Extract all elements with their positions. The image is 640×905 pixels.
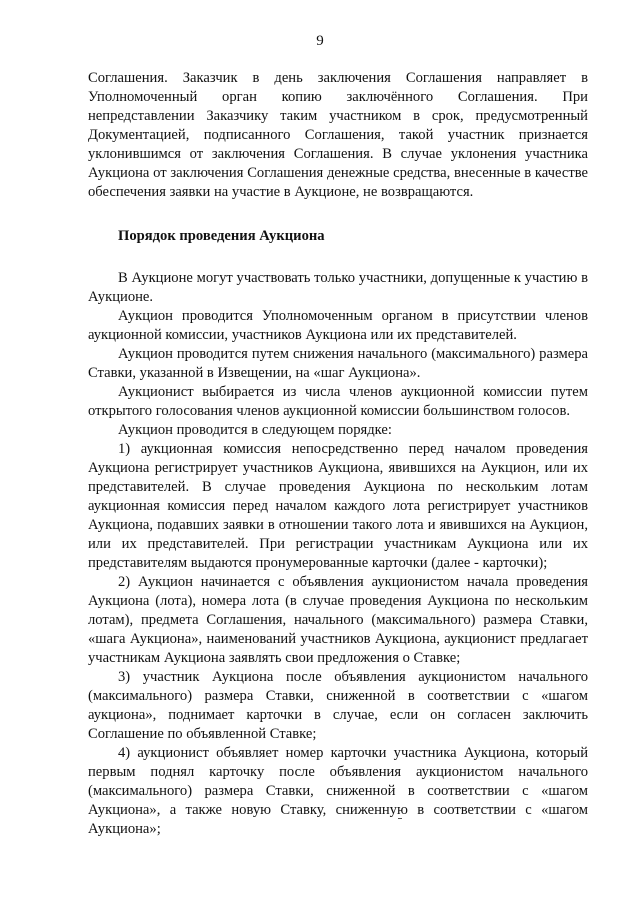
paragraph: Аукцион проводится Уполномоченным органом в присутствии членов аукционной комиссии, участников Аукциона или их представителей. <box>88 308 588 343</box>
scan-mark <box>398 818 402 819</box>
paragraph: Аукцион проводится путем снижения начального (максимального) размера Ставки, указанной в Извещении, на «шаг Аукциона». <box>88 346 588 381</box>
paragraph: Аукционист выбирается из числа членов аукционной комиссии путем открытого голосования членов аукционной комиссии большинством голосов. <box>88 384 588 419</box>
document-body <box>88 69 588 839</box>
list-item: 2) Аукцион начинается с объявления аукционистом начала проведения Аукциона (лота), номера лота (в случае проведения Аукциона по нескольким лотам), предмета Соглашения, начального (максимального) размера Ставки, «шага Аукциона», наименований участников Аукциона, аукционист предлагает участникам Аукциона заявлять свои предложения о Ставке; <box>88 574 588 666</box>
paragraph-top: Соглашения. Заказчик в день заключения Соглашения направляет в Уполномоченный орган копию заключённого Соглашения. При непредставлении Заказчику таким участником в срок, предусмотренный Документацией, подписанного Соглашения, такой участник признается уклонившимся от заключения Соглашения. В случае уклонения участника Аукциона от заключения Соглашения денежные средства, внесенные в качестве обеспечения заявки на участие в Аукционе, не возвращаются. <box>88 70 588 200</box>
page-number: 9 <box>316 33 324 49</box>
list-item: 3) участник Аукциона после объявления аукционистом начального (максимального) размера Ставки, сниженной в соответствии с «шагом аукциона», поднимает карточки в случае, если он согласен заключить Соглашение по объявленной Ставке; <box>88 669 588 742</box>
section-heading: Порядок проведения Аукциона <box>118 228 325 244</box>
paragraph: В Аукционе могут участвовать только участники, допущенные к участию в Аукционе. <box>88 270 588 305</box>
paragraph: Аукцион проводится в следующем порядке: <box>118 422 392 438</box>
list-item: 1) аукционная комиссия непосредственно перед началом проведения Аукциона регистрирует участников Аукциона, явившихся на Аукцион, или их представителей. В случае проведения Аукциона по нескольким лотам аукционная комиссия перед началом каждого лота регистрирует участников Аукциона, подавших заявки в отношении такого лота и явившихся на Аукцион, или их представителей. При регистрации участникам Аукциона или их представителям выдаются пронумерованные карточки (далее - карточки); <box>88 441 588 571</box>
list-item: 4) аукционист объявляет номер карточки участника Аукциона, который первым поднял карточку после объявления аукционистом начального (максимального) размера Ставки, сниженной в соответствии с «шагом Аукциона», а также новую Ставку, сниженную в соответствии с «шагом Аукциона»; <box>88 745 588 837</box>
